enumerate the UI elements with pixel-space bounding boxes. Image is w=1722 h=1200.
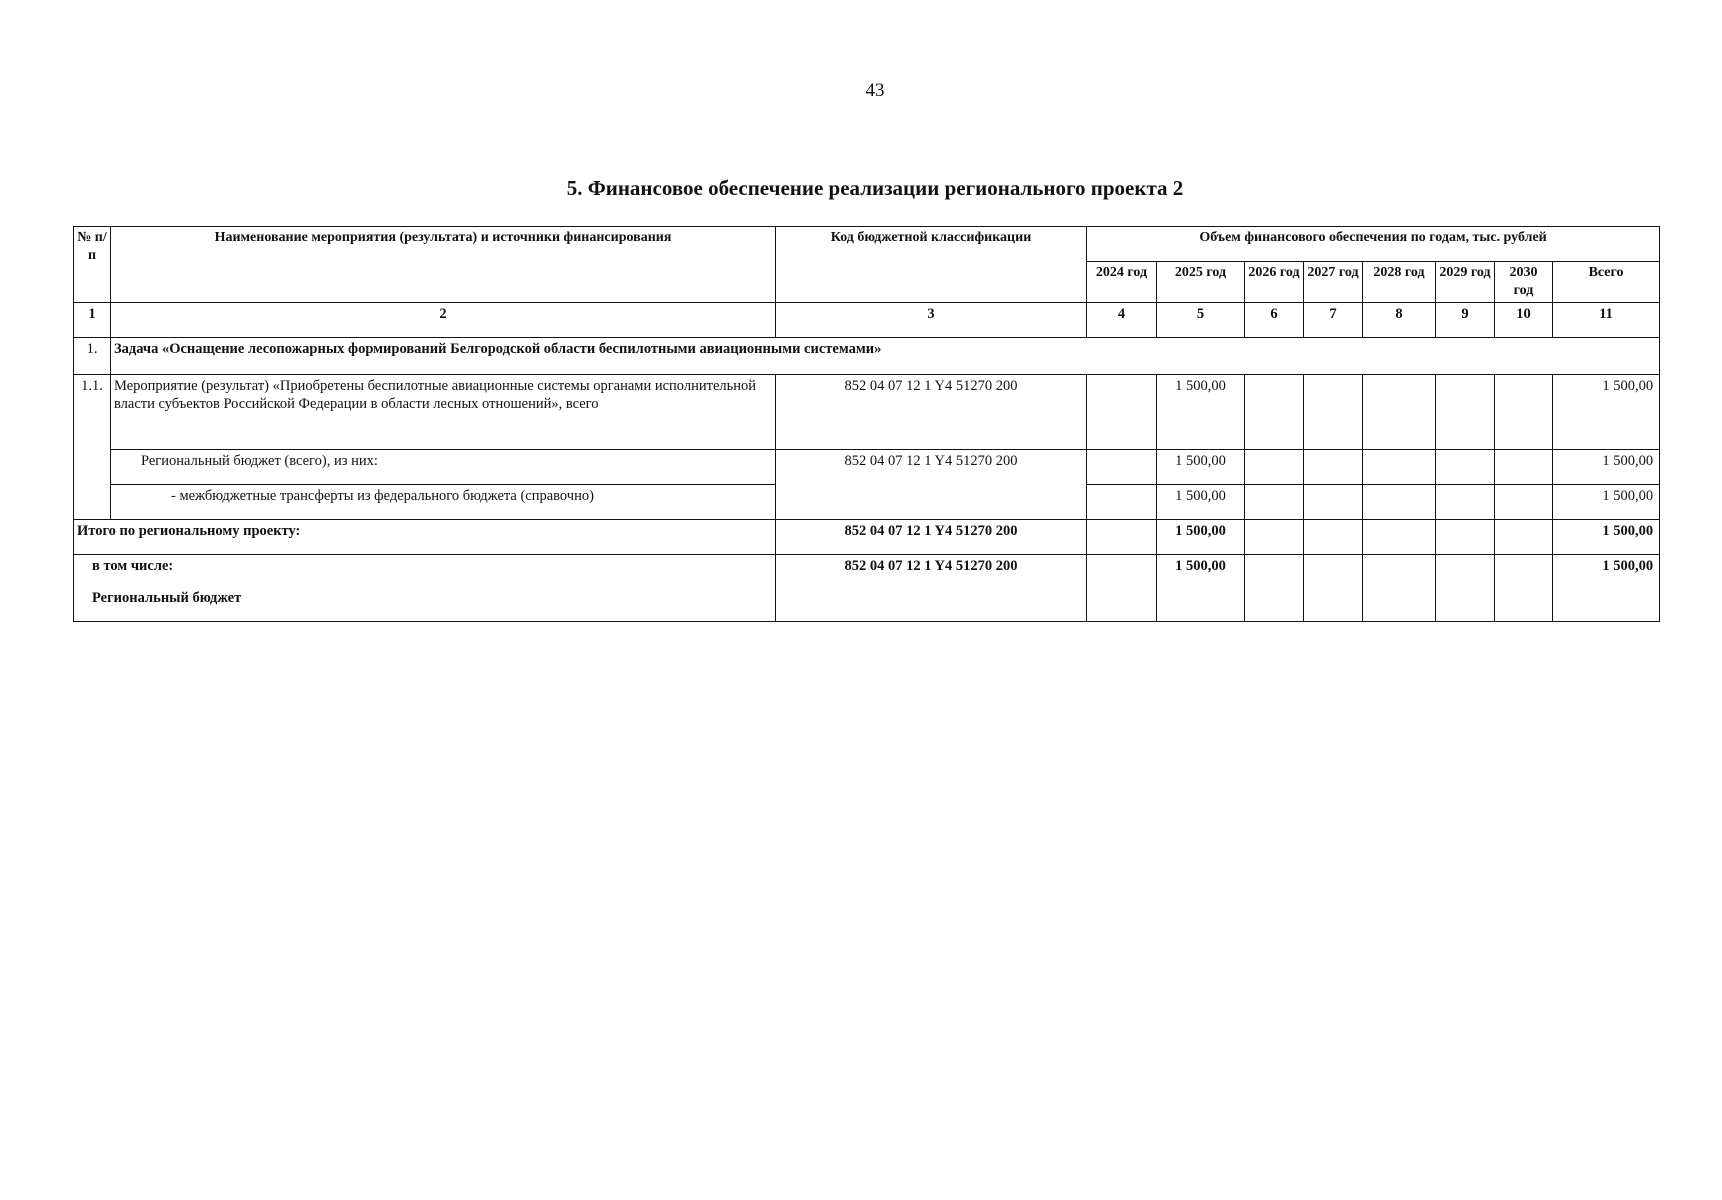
regional-budget-text: Региональный бюджет (всего), из них:	[111, 450, 776, 485]
grand-total-row	[74, 520, 1660, 555]
measure-2025: 1 500,00	[1157, 375, 1245, 450]
regional-budget-2025: 1 500,00	[1157, 450, 1245, 485]
measure-text: Мероприятие (результат) «Приобретены беспилотные авиационные системы органами исполнительной власти субъектов Российской Федерации в области лесных отношений», всего	[111, 375, 776, 450]
task-number: 1.	[74, 338, 111, 375]
header-year: 2028 год	[1363, 262, 1436, 303]
cell-2028	[1363, 375, 1436, 450]
cell-2028	[1363, 485, 1436, 520]
cell-2026	[1245, 375, 1304, 450]
column-number: 2	[111, 303, 776, 338]
cell-2029	[1436, 375, 1495, 450]
cell-2026	[1245, 485, 1304, 520]
including-row	[74, 555, 1660, 622]
column-number: 9	[1436, 303, 1495, 338]
regional-budget-total: 1 500,00	[1553, 450, 1660, 485]
grand-total-text: Итого по региональному проекту:	[74, 520, 776, 555]
cell-2026	[1245, 520, 1304, 555]
including-2025: 1 500,00	[1157, 555, 1245, 622]
cell-2024	[1087, 485, 1157, 520]
cell-2030	[1495, 375, 1553, 450]
including-total: 1 500,00	[1553, 555, 1660, 622]
cell-2027	[1304, 485, 1363, 520]
header-year: 2026 год	[1245, 262, 1304, 303]
cell-2027	[1304, 555, 1363, 622]
measure-total: 1 500,00	[1553, 375, 1660, 450]
including-label: в том числе:	[92, 558, 174, 574]
cell-2026	[1245, 555, 1304, 622]
header-volume: Объем финансового обеспечения по годам, тыс. рублей	[1087, 227, 1660, 262]
header-code: Код бюджетной классификации	[776, 227, 1087, 303]
column-number: 6	[1245, 303, 1304, 338]
grand-total-code: 852 04 07 12 1 Y4 51270 200	[776, 520, 1087, 555]
regional-budget-code: 852 04 07 12 1 Y4 51270 200	[776, 450, 1087, 520]
page-title: 5. Финансовое обеспечение реализации регионального проекта 2	[566, 176, 1184, 200]
cell-2030	[1495, 485, 1553, 520]
cell-2024	[1087, 555, 1157, 622]
column-number: 3	[776, 303, 1087, 338]
regional-budget-row	[74, 450, 1660, 485]
page-number: 43	[865, 80, 885, 101]
measure-row	[74, 375, 1660, 450]
header-name: Наименование мероприятия (результата) и источники финансирования	[111, 227, 776, 303]
cell-2027	[1304, 375, 1363, 450]
cell-2028	[1363, 450, 1436, 485]
cell-2024	[1087, 450, 1157, 485]
transfers-text: - межбюджетные трансферты из федерального бюджета (справочно)	[111, 485, 776, 520]
measure-number: 1.1.	[74, 375, 111, 520]
measure-code: 852 04 07 12 1 Y4 51270 200	[776, 375, 1087, 450]
column-numbers-row	[74, 303, 1660, 338]
including-cell	[74, 555, 776, 622]
including-text: Региональный бюджет	[92, 590, 242, 607]
cell-2028	[1363, 555, 1436, 622]
financing-table	[73, 226, 1660, 622]
column-number: 1	[74, 303, 111, 338]
header-total: Всего	[1553, 262, 1660, 303]
grand-total-total: 1 500,00	[1553, 520, 1660, 555]
cell-2027	[1304, 450, 1363, 485]
transfers-2025: 1 500,00	[1157, 485, 1245, 520]
cell-2026	[1245, 450, 1304, 485]
cell-2028	[1363, 520, 1436, 555]
column-number: 10	[1495, 303, 1553, 338]
transfers-total: 1 500,00	[1553, 485, 1660, 520]
task-text: Задача «Оснащение лесопожарных формирований Белгородской области беспилотными авиационными системами»	[111, 338, 1660, 375]
cell-2029	[1436, 485, 1495, 520]
cell-2027	[1304, 520, 1363, 555]
cell-2029	[1436, 520, 1495, 555]
header-year: 2029 год	[1436, 262, 1495, 303]
grand-total-2025: 1 500,00	[1157, 520, 1245, 555]
cell-2029	[1436, 450, 1495, 485]
column-number: 11	[1553, 303, 1660, 338]
column-number: 8	[1363, 303, 1436, 338]
header-year: 2024 год	[1087, 262, 1157, 303]
cell-2024	[1087, 375, 1157, 450]
including-code: 852 04 07 12 1 Y4 51270 200	[776, 555, 1087, 622]
header-year: 2027 год	[1304, 262, 1363, 303]
header-num: № п/п	[74, 227, 111, 303]
header-year: 2030 год	[1495, 262, 1553, 303]
header-year: 2025 год	[1157, 262, 1245, 303]
header-row	[74, 227, 1660, 262]
cell-2030	[1495, 555, 1553, 622]
cell-2024	[1087, 520, 1157, 555]
column-number: 4	[1087, 303, 1157, 338]
task-row	[74, 338, 1660, 375]
cell-2030	[1495, 450, 1553, 485]
column-number: 5	[1157, 303, 1245, 338]
cell-2030	[1495, 520, 1553, 555]
cell-2029	[1436, 555, 1495, 622]
column-number: 7	[1304, 303, 1363, 338]
